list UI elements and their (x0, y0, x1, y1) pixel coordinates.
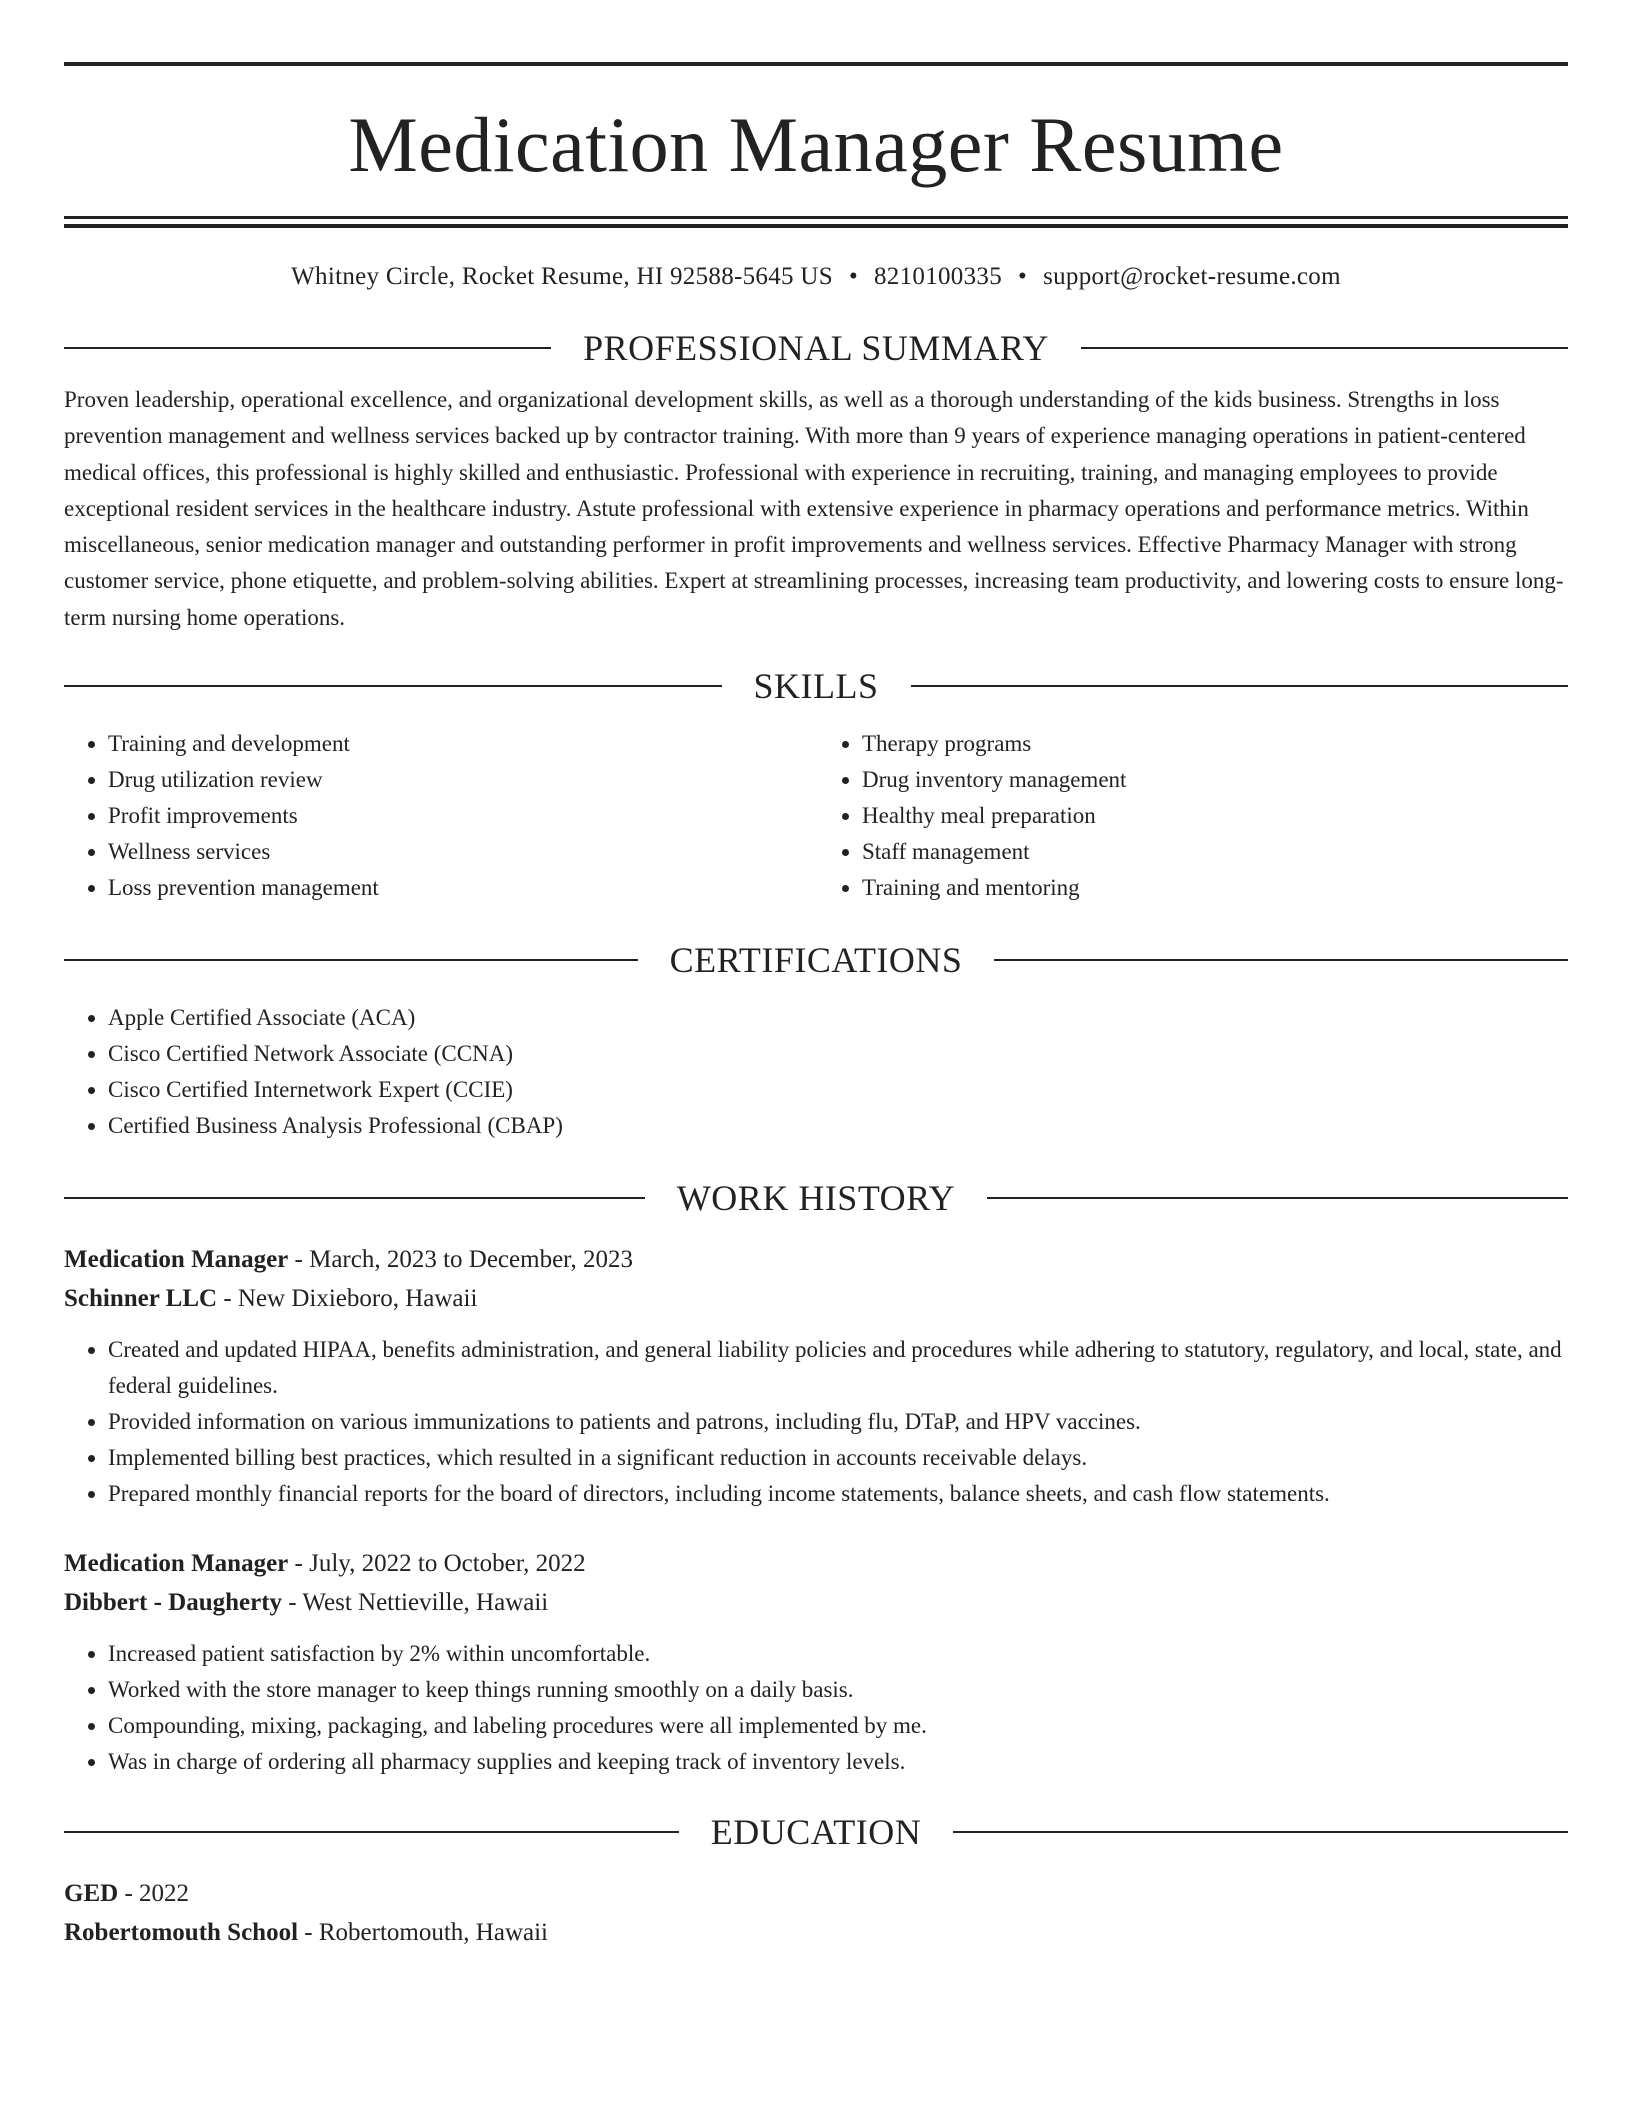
job-duty: • Increased patient satisfaction by 2% within uncomfortable. (108, 1636, 1568, 1672)
education-location: - Robertomouth, Hawaii (298, 1919, 548, 1947)
resume-title: Medication Manager Resume (348, 101, 1284, 188)
job-duty: • Created and updated HIPAA, benefits administration, and general liability policies and procedures while adhering to statutory, regulatory, and local, state, and federal guidelines. (108, 1332, 1568, 1404)
job-duties-list (64, 1636, 1568, 1780)
section-heading-skills (64, 666, 1568, 706)
heading-rule (911, 685, 1569, 687)
job-location: - New Dixieboro, Hawaii (217, 1285, 478, 1313)
certification-item: • Cisco Certified Network Associate (CCNA) (108, 1036, 1568, 1072)
job-company: Schinner LLC (64, 1285, 218, 1313)
job-duty: • Was in charge of ordering all pharmacy supplies and keeping track of inventory levels. (108, 1744, 1568, 1780)
job-title: Medication Manager (64, 1246, 289, 1274)
education-school-line (64, 1913, 1568, 1952)
skill-item: • Staff management (862, 834, 1568, 870)
skills-column-left (64, 726, 816, 906)
skill-item: • Loss prevention management (108, 870, 816, 906)
job-duty: • Prepared monthly financial reports for the board of directors, including income statements, balance sheets, and cash flow statements. (108, 1476, 1568, 1512)
education-degree-line (64, 1874, 1568, 1913)
contact-separator: • (848, 263, 858, 290)
heading-rule (64, 1831, 679, 1833)
contact-address: Whitney Circle, Rocket Resume, HI 92588-5645 US (291, 263, 833, 290)
skill-item: • Therapy programs (862, 726, 1568, 762)
heading-rule (64, 959, 638, 961)
heading-rule (994, 959, 1568, 961)
skill-item: • Training and mentoring (862, 870, 1568, 906)
education-school: Robertomouth School (64, 1919, 299, 1947)
heading-rule (64, 685, 722, 687)
summary-text: Proven leadership, operational excellence, and organizational development skills, as well as a thorough understanding of the kids business. Strengths in loss prevention management and wellness services backed up by contractor training. With more than 9 years of experience managing operations in patient-centered medical offices, this professional is highly skilled and enthusiastic. Professional with experience in recruiting, training, and managing employees to provide exceptional resident services in the healthcare industry. Astute professional with extensive experience in pharmacy operations and performance metrics. Within miscellaneous, senior medication manager and outstanding performer in profit improvements and wellness services. Effective Pharmacy Manager with strong customer service, phone etiquette, and problem-solving abilities. Expert at streamlining processes, increasing team productivity, and lowering costs to ensure long-term nursing home operations. (64, 387, 1564, 630)
education-entry (64, 1874, 1568, 1952)
section-title: EDUCATION (710, 1812, 922, 1853)
job-duty: • Worked with the store manager to keep things running smoothly on a daily basis. (108, 1672, 1568, 1708)
heading-rule (64, 347, 551, 349)
skills-columns (64, 726, 1568, 906)
job-company: Dibbert - Daugherty (64, 1589, 283, 1617)
skill-item: • Wellness services (108, 834, 816, 870)
job-dates: - March, 2023 to December, 2023 (288, 1246, 633, 1274)
skill-item: • Training and development (108, 726, 816, 762)
heading-rule (1081, 347, 1568, 349)
section-heading-certifications (64, 940, 1568, 980)
education-degree: GED (64, 1880, 119, 1908)
job-company-line (64, 1279, 1568, 1318)
section-title: PROFESSIONAL SUMMARY (583, 328, 1049, 368)
section-title: CERTIFICATIONS (669, 940, 963, 981)
title-double-rule (64, 216, 1568, 228)
job-duties-list (64, 1332, 1568, 1512)
certifications-list (64, 1000, 1568, 1144)
job-title: Medication Manager (64, 1550, 289, 1578)
job-company-line (64, 1583, 1568, 1622)
section-heading-summary (64, 328, 1568, 368)
heading-rule (64, 1197, 645, 1199)
top-rule (64, 62, 1568, 66)
contact-phone: 8210100335 (874, 263, 1002, 290)
certification-item: • Cisco Certified Internetwork Expert (CCIE) (108, 1072, 1568, 1108)
job-title-line (64, 1240, 1568, 1279)
section-heading-work-history (64, 1178, 1568, 1218)
heading-rule (987, 1197, 1568, 1199)
job-entry (64, 1544, 1568, 1780)
skill-item: • Healthy meal preparation (862, 798, 1568, 834)
job-title-line (64, 1544, 1568, 1583)
contact-separator: • (1018, 263, 1028, 290)
job-duty: • Implemented billing best practices, which resulted in a significant reduction in accounts receivable delays. (108, 1440, 1568, 1476)
skills-column-right (816, 726, 1568, 906)
certification-item: • Apple Certified Associate (ACA) (108, 1000, 1568, 1036)
job-dates: - July, 2022 to October, 2022 (288, 1550, 586, 1578)
job-duty: • Compounding, mixing, packaging, and labeling procedures were all implemented by me. (108, 1708, 1568, 1744)
contact-line (64, 262, 1568, 292)
heading-rule (953, 1831, 1568, 1833)
section-title: SKILLS (753, 666, 879, 707)
section-heading-education (64, 1812, 1568, 1852)
skill-item: • Drug utilization review (108, 762, 816, 798)
certification-item: • Certified Business Analysis Professional (CBAP) (108, 1108, 1568, 1144)
skill-item: • Drug inventory management (862, 762, 1568, 798)
skill-item: • Profit improvements (108, 798, 816, 834)
job-entry (64, 1240, 1568, 1512)
education-year: - 2022 (118, 1880, 190, 1908)
job-duty: • Provided information on various immunizations to patients and patrons, including flu, DTaP, and HPV vaccines. (108, 1404, 1568, 1440)
section-title: WORK HISTORY (676, 1178, 956, 1219)
contact-email: support@rocket-resume.com (1043, 263, 1341, 290)
job-location: - West Nettieville, Hawaii (282, 1589, 549, 1617)
